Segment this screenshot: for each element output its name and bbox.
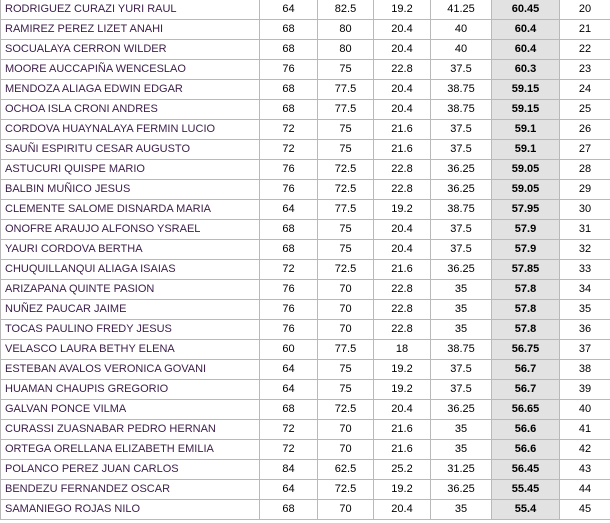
- score-4-cell: 37.5: [431, 240, 492, 260]
- score-1-cell: 68: [260, 100, 318, 120]
- score-4-cell: 37.5: [431, 120, 492, 140]
- score-4-cell: 36.25: [431, 400, 492, 420]
- table-row: [1, 480, 610, 500]
- score-2-cell: 75: [318, 60, 374, 80]
- score-1-cell: 68: [260, 220, 318, 240]
- score-1-cell: 72: [260, 140, 318, 160]
- score-3-cell: 22.8: [374, 160, 431, 180]
- table-row: [1, 140, 610, 160]
- participant-name-cell: CURASSI ZUASNABAR PEDRO HERNAN: [1, 420, 260, 440]
- total-score-cell: 57.8: [492, 320, 560, 340]
- total-score-cell: 59.15: [492, 80, 560, 100]
- score-4-cell: 35: [431, 500, 492, 520]
- rank-cell: 23: [560, 60, 610, 80]
- score-2-cell: 70: [318, 280, 374, 300]
- score-4-cell: 31.25: [431, 460, 492, 480]
- table-row: [1, 360, 610, 380]
- table-row: [1, 200, 610, 220]
- total-score-cell: 56.7: [492, 360, 560, 380]
- score-1-cell: 72: [260, 440, 318, 460]
- rank-cell: 26: [560, 120, 610, 140]
- participant-name-cell: BALBIN MUÑICO JESUS: [1, 180, 260, 200]
- total-score-cell: 60.4: [492, 20, 560, 40]
- participant-name-cell: SOCUALAYA CERRON WILDER: [1, 40, 260, 60]
- participant-name-cell: SAMANIEGO ROJAS NILO: [1, 500, 260, 520]
- rank-cell: 41: [560, 420, 610, 440]
- score-3-cell: 20.4: [374, 240, 431, 260]
- score-2-cell: 75: [318, 240, 374, 260]
- table-row: [1, 100, 610, 120]
- rank-cell: 20: [560, 0, 610, 20]
- score-4-cell: 35: [431, 440, 492, 460]
- score-2-cell: 75: [318, 360, 374, 380]
- participant-name-cell: ORTEGA ORELLANA ELIZABETH EMILIA: [1, 440, 260, 460]
- total-score-cell: 59.05: [492, 160, 560, 180]
- score-2-cell: 70: [318, 440, 374, 460]
- total-score-cell: 56.75: [492, 340, 560, 360]
- rank-cell: 27: [560, 140, 610, 160]
- score-4-cell: 35: [431, 280, 492, 300]
- total-score-cell: 56.45: [492, 460, 560, 480]
- score-2-cell: 82.5: [318, 0, 374, 20]
- score-1-cell: 68: [260, 500, 318, 520]
- score-4-cell: 36.25: [431, 180, 492, 200]
- score-3-cell: 22.8: [374, 320, 431, 340]
- score-4-cell: 37.5: [431, 360, 492, 380]
- rank-cell: 44: [560, 480, 610, 500]
- participant-name-cell: MOORE AUCCAPIÑA WENCESLAO: [1, 60, 260, 80]
- score-3-cell: 20.4: [374, 400, 431, 420]
- score-2-cell: 75: [318, 120, 374, 140]
- table-row: [1, 120, 610, 140]
- score-4-cell: 40: [431, 20, 492, 40]
- rank-cell: 32: [560, 240, 610, 260]
- table-row: [1, 460, 610, 480]
- participant-name-cell: HUAMAN CHAUPIS GREGORIO: [1, 380, 260, 400]
- table-row: [1, 60, 610, 80]
- table-row: [1, 240, 610, 260]
- table-row: [1, 0, 610, 20]
- score-2-cell: 80: [318, 20, 374, 40]
- score-3-cell: 19.2: [374, 360, 431, 380]
- participant-name-cell: CORDOVA HUAYNALAYA FERMIN LUCIO: [1, 120, 260, 140]
- rank-cell: 21: [560, 20, 610, 40]
- score-1-cell: 68: [260, 20, 318, 40]
- total-score-cell: 57.8: [492, 300, 560, 320]
- table-row: [1, 400, 610, 420]
- total-score-cell: 57.9: [492, 240, 560, 260]
- table-row: [1, 180, 610, 200]
- total-score-cell: 57.85: [492, 260, 560, 280]
- participant-name-cell: CHUQUILLANQUI ALIAGA ISAIAS: [1, 260, 260, 280]
- score-1-cell: 60: [260, 340, 318, 360]
- total-score-cell: 56.6: [492, 440, 560, 460]
- score-1-cell: 84: [260, 460, 318, 480]
- participant-name-cell: YAURI CORDOVA BERTHA: [1, 240, 260, 260]
- rank-cell: 28: [560, 160, 610, 180]
- table-row: [1, 260, 610, 280]
- rank-cell: 45: [560, 500, 610, 520]
- score-1-cell: 64: [260, 480, 318, 500]
- results-table-body: [1, 0, 610, 520]
- participant-name-cell: RODRIGUEZ CURAZI YURI RAUL: [1, 0, 260, 20]
- rank-cell: 24: [560, 80, 610, 100]
- rank-cell: 43: [560, 460, 610, 480]
- score-4-cell: 36.25: [431, 260, 492, 280]
- participant-name-cell: ONOFRE ARAUJO ALFONSO YSRAEL: [1, 220, 260, 240]
- score-3-cell: 21.6: [374, 260, 431, 280]
- score-2-cell: 77.5: [318, 80, 374, 100]
- total-score-cell: 59.1: [492, 120, 560, 140]
- rank-cell: 36: [560, 320, 610, 340]
- score-1-cell: 76: [260, 180, 318, 200]
- participant-name-cell: SAUÑI ESPIRITU CESAR AUGUSTO: [1, 140, 260, 160]
- rank-cell: 30: [560, 200, 610, 220]
- score-1-cell: 76: [260, 280, 318, 300]
- total-score-cell: 57.95: [492, 200, 560, 220]
- rank-cell: 31: [560, 220, 610, 240]
- score-3-cell: 20.4: [374, 20, 431, 40]
- score-2-cell: 70: [318, 320, 374, 340]
- score-1-cell: 76: [260, 60, 318, 80]
- score-1-cell: 76: [260, 320, 318, 340]
- score-4-cell: 35: [431, 420, 492, 440]
- score-2-cell: 72.5: [318, 480, 374, 500]
- participant-name-cell: OCHOA ISLA CRONI ANDRES: [1, 100, 260, 120]
- score-3-cell: 21.6: [374, 440, 431, 460]
- score-3-cell: 20.4: [374, 100, 431, 120]
- score-3-cell: 20.4: [374, 40, 431, 60]
- table-row: [1, 380, 610, 400]
- table-row: [1, 440, 610, 460]
- table-row: [1, 300, 610, 320]
- total-score-cell: 55.45: [492, 480, 560, 500]
- score-2-cell: 70: [318, 420, 374, 440]
- score-4-cell: 37.5: [431, 140, 492, 160]
- total-score-cell: 59.05: [492, 180, 560, 200]
- total-score-cell: 56.65: [492, 400, 560, 420]
- score-4-cell: 37.5: [431, 220, 492, 240]
- rank-cell: 22: [560, 40, 610, 60]
- participant-name-cell: NUÑEZ PAUCAR JAIME: [1, 300, 260, 320]
- participant-name-cell: BENDEZU FERNANDEZ OSCAR: [1, 480, 260, 500]
- score-3-cell: 22.8: [374, 280, 431, 300]
- score-1-cell: 68: [260, 240, 318, 260]
- participant-name-cell: POLANCO PEREZ JUAN CARLOS: [1, 460, 260, 480]
- score-3-cell: 20.4: [374, 220, 431, 240]
- total-score-cell: 57.9: [492, 220, 560, 240]
- table-row: [1, 420, 610, 440]
- rank-cell: 35: [560, 300, 610, 320]
- score-1-cell: 68: [260, 40, 318, 60]
- score-4-cell: 37.5: [431, 380, 492, 400]
- score-3-cell: 22.8: [374, 60, 431, 80]
- total-score-cell: 60.4: [492, 40, 560, 60]
- rank-cell: 29: [560, 180, 610, 200]
- score-1-cell: 72: [260, 260, 318, 280]
- score-2-cell: 75: [318, 380, 374, 400]
- score-2-cell: 77.5: [318, 100, 374, 120]
- score-2-cell: 72.5: [318, 400, 374, 420]
- score-3-cell: 20.4: [374, 500, 431, 520]
- score-4-cell: 36.25: [431, 480, 492, 500]
- score-1-cell: 64: [260, 0, 318, 20]
- score-2-cell: 70: [318, 300, 374, 320]
- score-2-cell: 72.5: [318, 260, 374, 280]
- rank-cell: 37: [560, 340, 610, 360]
- table-row: [1, 20, 610, 40]
- score-4-cell: 40: [431, 40, 492, 60]
- score-2-cell: 72.5: [318, 180, 374, 200]
- table-row: [1, 500, 610, 520]
- table-row: [1, 40, 610, 60]
- rank-cell: 38: [560, 360, 610, 380]
- score-2-cell: 72.5: [318, 160, 374, 180]
- score-2-cell: 75: [318, 220, 374, 240]
- score-4-cell: 38.75: [431, 80, 492, 100]
- rank-cell: 25: [560, 100, 610, 120]
- score-3-cell: 18: [374, 340, 431, 360]
- table-row: [1, 80, 610, 100]
- total-score-cell: 60.45: [492, 0, 560, 20]
- score-3-cell: 19.2: [374, 380, 431, 400]
- score-4-cell: 38.75: [431, 100, 492, 120]
- participant-name-cell: MENDOZA ALIAGA EDWIN EDGAR: [1, 80, 260, 100]
- total-score-cell: 56.6: [492, 420, 560, 440]
- total-score-cell: 56.7: [492, 380, 560, 400]
- participant-name-cell: GALVAN PONCE VILMA: [1, 400, 260, 420]
- rank-cell: 34: [560, 280, 610, 300]
- table-row: [1, 220, 610, 240]
- score-1-cell: 72: [260, 120, 318, 140]
- score-1-cell: 64: [260, 360, 318, 380]
- participant-name-cell: RAMIREZ PEREZ LIZET ANAHI: [1, 20, 260, 40]
- score-3-cell: 22.8: [374, 180, 431, 200]
- participant-name-cell: VELASCO LAURA BETHY ELENA: [1, 340, 260, 360]
- score-4-cell: 36.25: [431, 160, 492, 180]
- score-1-cell: 68: [260, 400, 318, 420]
- total-score-cell: 59.15: [492, 100, 560, 120]
- score-3-cell: 20.4: [374, 80, 431, 100]
- score-3-cell: 21.6: [374, 140, 431, 160]
- table-row: [1, 160, 610, 180]
- score-1-cell: 72: [260, 420, 318, 440]
- score-2-cell: 77.5: [318, 340, 374, 360]
- score-4-cell: 41.25: [431, 0, 492, 20]
- score-3-cell: 21.6: [374, 420, 431, 440]
- score-2-cell: 80: [318, 40, 374, 60]
- rank-cell: 33: [560, 260, 610, 280]
- score-3-cell: 21.6: [374, 120, 431, 140]
- score-1-cell: 64: [260, 200, 318, 220]
- score-2-cell: 62.5: [318, 460, 374, 480]
- score-2-cell: 70: [318, 500, 374, 520]
- score-4-cell: 35: [431, 320, 492, 340]
- participant-name-cell: TOCAS PAULINO FREDY JESUS: [1, 320, 260, 340]
- rank-cell: 39: [560, 380, 610, 400]
- score-4-cell: 38.75: [431, 200, 492, 220]
- participant-name-cell: ASTUCURI QUISPE MARIO: [1, 160, 260, 180]
- score-4-cell: 38.75: [431, 340, 492, 360]
- score-2-cell: 75: [318, 140, 374, 160]
- score-3-cell: 19.2: [374, 480, 431, 500]
- rank-cell: 42: [560, 440, 610, 460]
- rank-cell: 40: [560, 400, 610, 420]
- score-3-cell: 19.2: [374, 0, 431, 20]
- score-1-cell: 64: [260, 380, 318, 400]
- total-score-cell: 60.3: [492, 60, 560, 80]
- total-score-cell: 55.4: [492, 500, 560, 520]
- table-row: [1, 280, 610, 300]
- score-3-cell: 19.2: [374, 200, 431, 220]
- total-score-cell: 57.8: [492, 280, 560, 300]
- score-3-cell: 22.8: [374, 300, 431, 320]
- score-2-cell: 77.5: [318, 200, 374, 220]
- score-3-cell: 25.2: [374, 460, 431, 480]
- score-1-cell: 76: [260, 300, 318, 320]
- score-1-cell: 76: [260, 160, 318, 180]
- participant-name-cell: ARIZAPANA QUINTE PASION: [1, 280, 260, 300]
- participant-name-cell: CLEMENTE SALOME DISNARDA MARIA: [1, 200, 260, 220]
- participant-name-cell: ESTEBAN AVALOS VERONICA GOVANI: [1, 360, 260, 380]
- table-row: [1, 340, 610, 360]
- score-4-cell: 35: [431, 300, 492, 320]
- score-1-cell: 68: [260, 80, 318, 100]
- table-row: [1, 320, 610, 340]
- total-score-cell: 59.1: [492, 140, 560, 160]
- score-4-cell: 37.5: [431, 60, 492, 80]
